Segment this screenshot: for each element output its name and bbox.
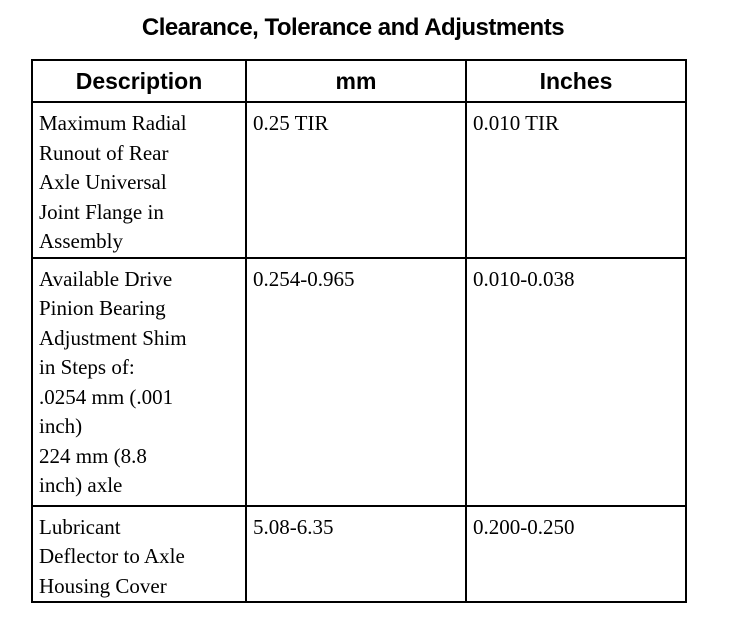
mm-value-cell: 0.254-0.965 <box>246 258 466 506</box>
description-cell <box>32 102 246 258</box>
table-row <box>32 258 686 506</box>
description-line: Joint Flange in <box>39 199 164 224</box>
description-line: Housing Cover <box>39 573 167 598</box>
column-header-description: Description <box>32 60 246 102</box>
inches-value-cell: 0.200-0.250 <box>466 506 686 603</box>
specifications-table <box>31 59 687 603</box>
description-line: Pinion Bearing <box>39 296 166 320</box>
mm-value-cell: 5.08-6.35 <box>246 506 466 603</box>
description-cell <box>32 258 246 506</box>
description-line: Available Drive <box>39 266 173 291</box>
description-line: 224 mm (8.8 <box>39 443 147 468</box>
inches-value-cell: 0.010 TIR <box>466 102 686 258</box>
table-row <box>32 102 686 258</box>
header-row <box>32 60 686 102</box>
description-cell <box>32 506 246 603</box>
description-line: Deflector to Axle <box>39 544 185 568</box>
table-title: Clearance, Tolerance and Adjustments <box>141 14 565 41</box>
inches-value-cell: 0.010-0.038 <box>466 258 686 506</box>
description-line: inch) axle <box>39 473 123 497</box>
description-line: in Steps of: <box>39 355 135 379</box>
description-line: Maximum Radial <box>39 111 187 135</box>
mm-value-cell: 0.25 TIR <box>246 102 466 258</box>
column-header-inches: Inches <box>466 60 686 102</box>
column-header-mm: mm <box>246 60 466 102</box>
description-line: inch) <box>39 414 83 438</box>
description-line: Adjustment Shim <box>39 325 187 350</box>
description-line: Assembly <box>39 229 123 253</box>
description-line: .0254 mm (.001 <box>39 384 174 409</box>
description-line: Axle Universal <box>39 170 167 194</box>
description-line: Runout of Rear <box>39 140 169 165</box>
description-line: Lubricant <box>39 514 121 539</box>
table-row <box>32 506 686 603</box>
